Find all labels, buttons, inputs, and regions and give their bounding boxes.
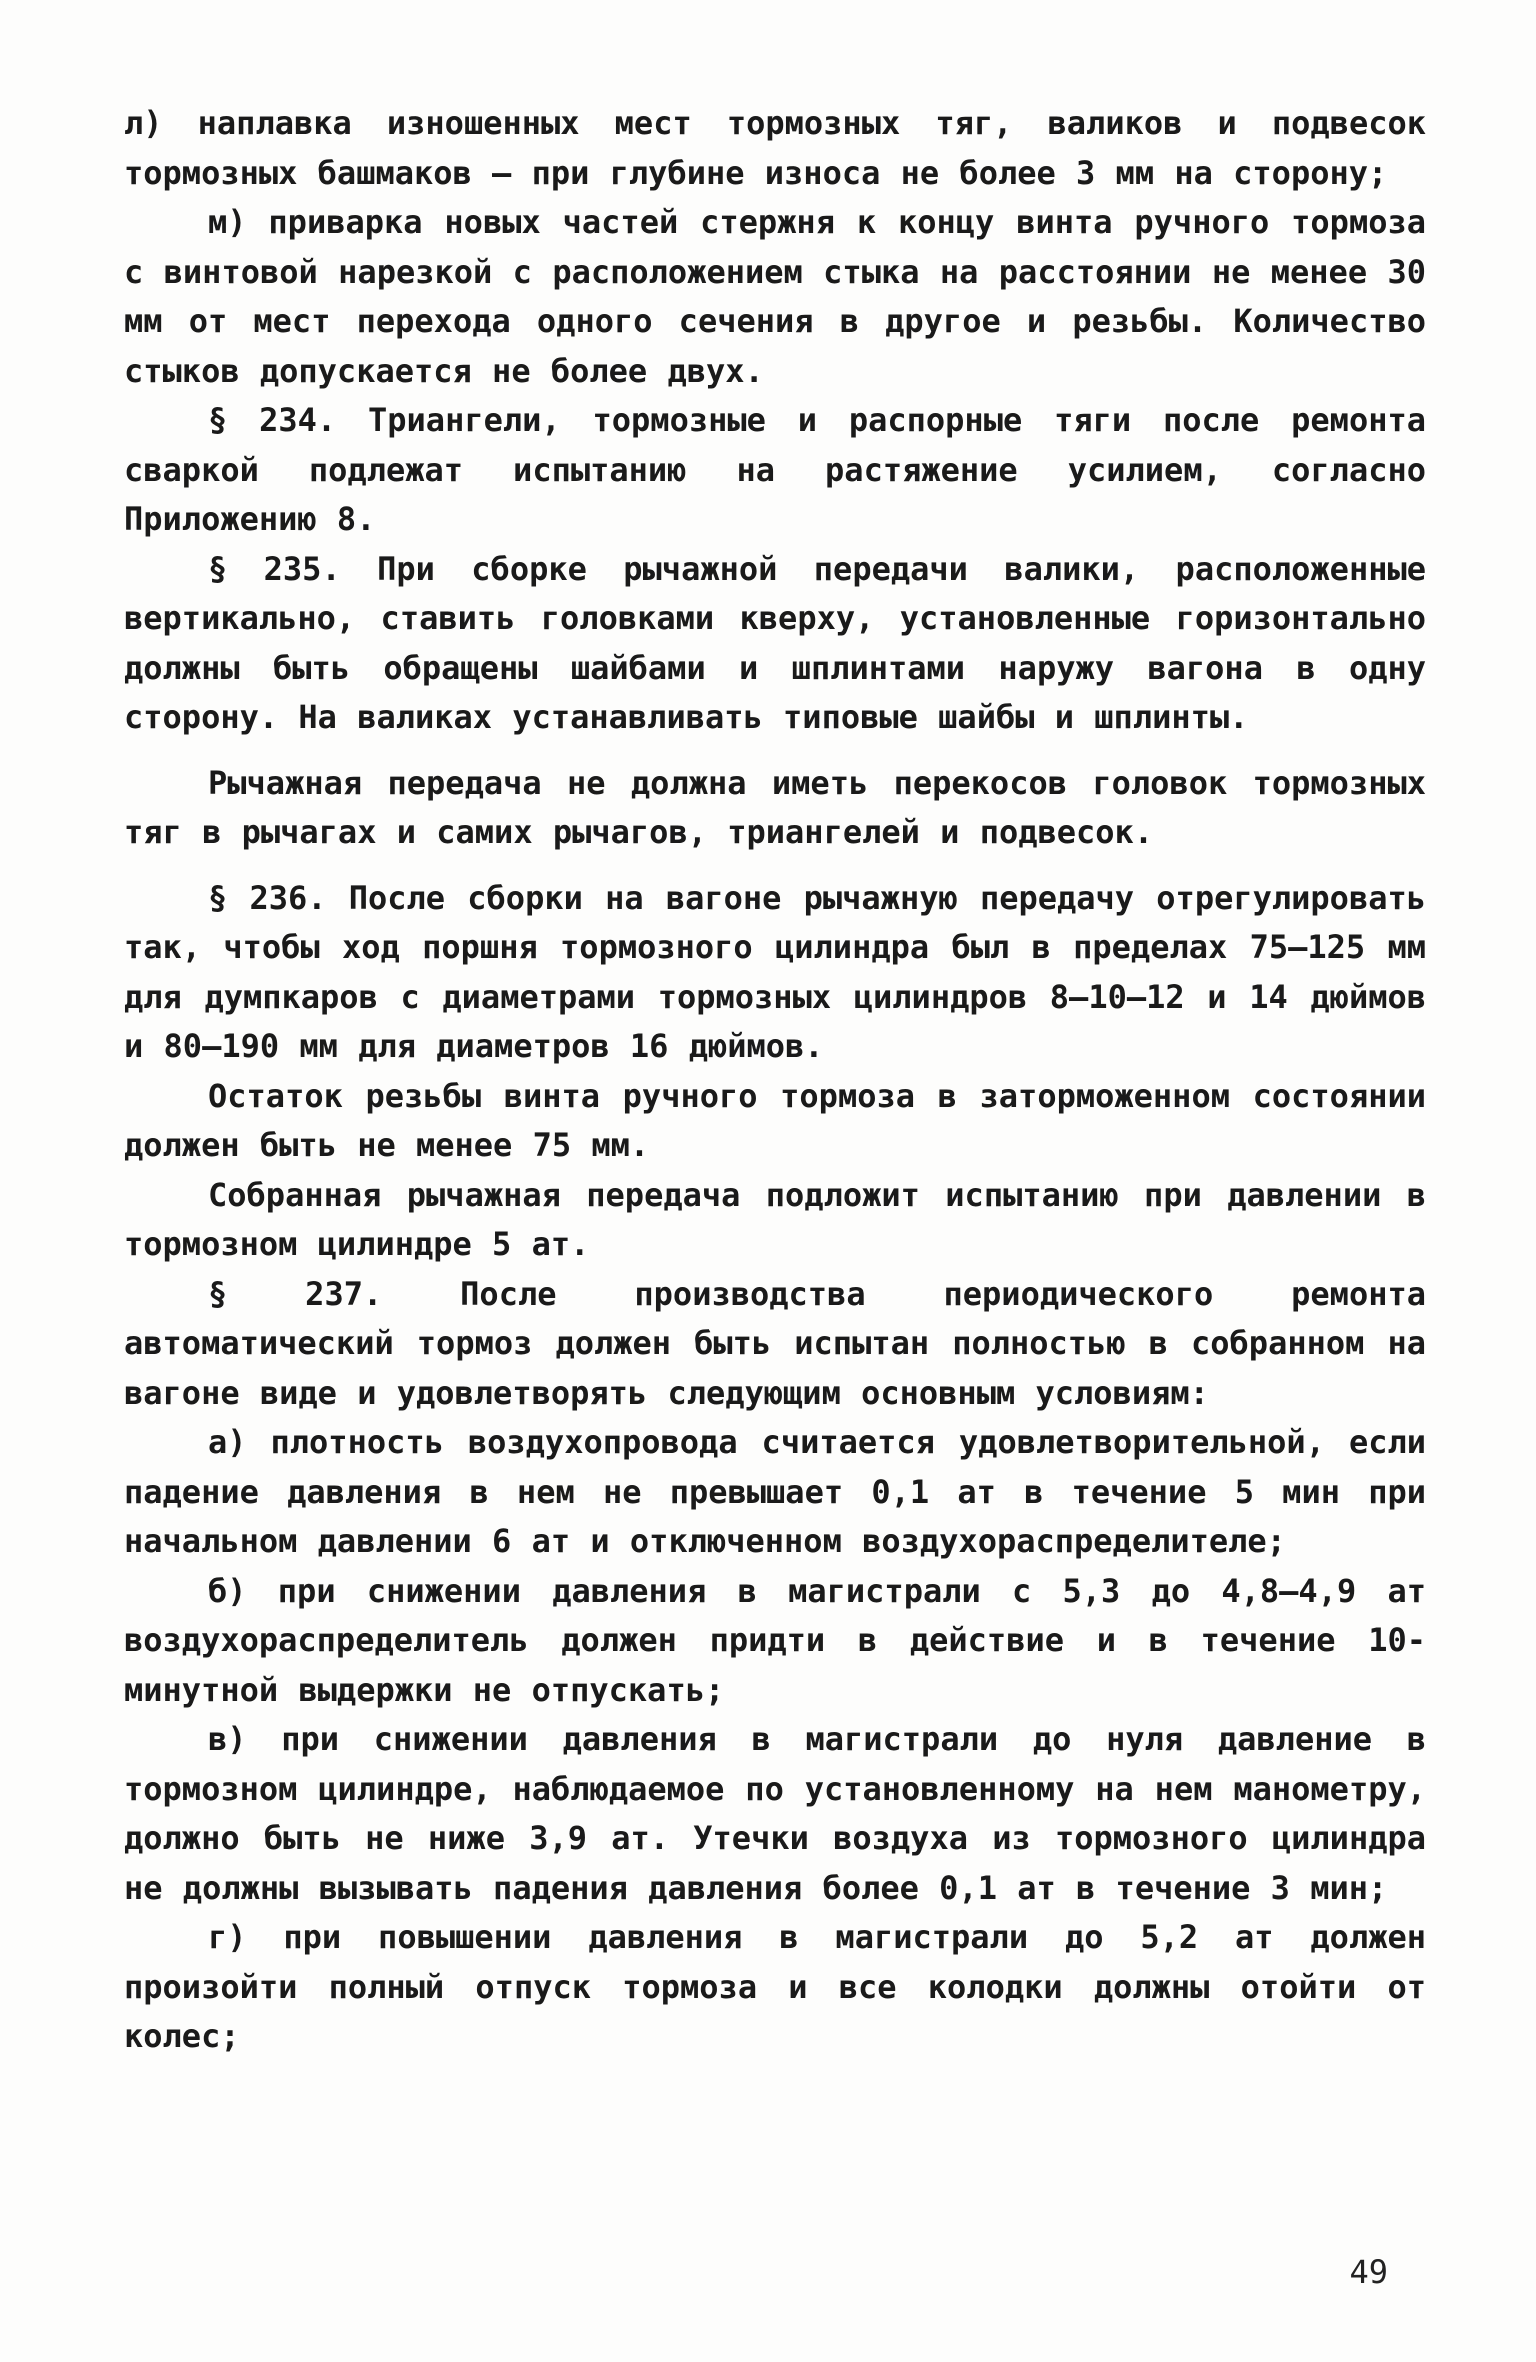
- paragraph-thread-remainder: Остаток резьбы винта ручного тормоза в заторможенном состоянии должен быть не менее 75 мм.: [124, 1076, 1426, 1164]
- paragraph-item-v: в) при снижении давления в магистрали до нуля давление в тормозном цилиндре, наблюдаемое по установленному на нем манометру, должно быть не ниже 3,9 ат. Утечки воздуха из тормозного цилиндра не должны вызывать падения давления более 0,1 ат в течение 3 мин;: [124, 1720, 1426, 1907]
- paragraph-section-235: § 235. При сборке рычажной передачи валики, расположенные вертикально, ставить головками кверху, установленные горизонтально должны быть обращены шайбами и шплинтами наружу вагона в одну сторону. На валиках устанавливать типовые шайбы и шплинты.: [124, 549, 1426, 736]
- paragraph-section-234: § 234. Триангели, тормозные и распорные тяги после ремонта сваркой подлежат испытанию на растяжение усилием, согласно Приложению 8.: [124, 401, 1426, 538]
- page-number: 49: [1349, 2253, 1388, 2291]
- paragraph-lever-transmission: Рычажная передача не должна иметь перекосов головок тормозных тяг в рычагах и самих рычагов, триангелей и подвесок.: [124, 763, 1426, 851]
- paragraph-assembled-test: Собранная рычажная передача подложит испытанию при давлении в тормозном цилиндре 5 ат.: [124, 1175, 1426, 1263]
- paragraph-item-g: г) при повышении давления в магистрали до 5,2 ат должен произойти полный отпуск тормоза и все колодки должны отойти от колес;: [124, 1918, 1426, 2055]
- paragraph-item-m: м) приварка новых частей стержня к концу винта ручного тормоза с винтовой нарезкой с расположением стыка на расстоянии не менее 30 мм от мест перехода одного сечения в другое и резьбы. Количество стыков допускается не более двух.: [124, 203, 1426, 390]
- paragraph-item-l: л) наплавка изношенных мест тормозных тяг, валиков и подвесок тормозных башмаков – при глубине износа не более 3 мм на сторону;: [124, 104, 1426, 192]
- paragraph-section-236: § 236. После сборки на вагоне рычажную передачу отрегулировать так, чтобы ход поршня тормозного цилиндра был в пределах 75–125 мм для думпкаров с диаметрами тормозных цилиндров 8–10–12 и 14 дюймов и 80–190 мм для диаметров 16 дюймов.: [124, 878, 1426, 1065]
- paragraph-item-b: б) при снижении давления в магистрали с 5,3 до 4,8–4,9 ат воздухораспределитель должен придти в действие и в течение 10-минутной выдержки не отпускать;: [124, 1571, 1426, 1709]
- body-text: [124, 99, 1426, 2062]
- paragraph-section-237: § 237. После производства периодического ремонта автоматический тормоз должен быть испытан полностью в собранном на вагоне виде и удовлетворять следующим основным условиям:: [124, 1274, 1426, 1412]
- paragraph-item-a: а) плотность воздухопровода считается удовлетворительной, если падение давления в нем не превышает 0,1 ат в течение 5 мин при начальном давлении 6 ат и отключенном воздухораспределителе;: [124, 1423, 1426, 1560]
